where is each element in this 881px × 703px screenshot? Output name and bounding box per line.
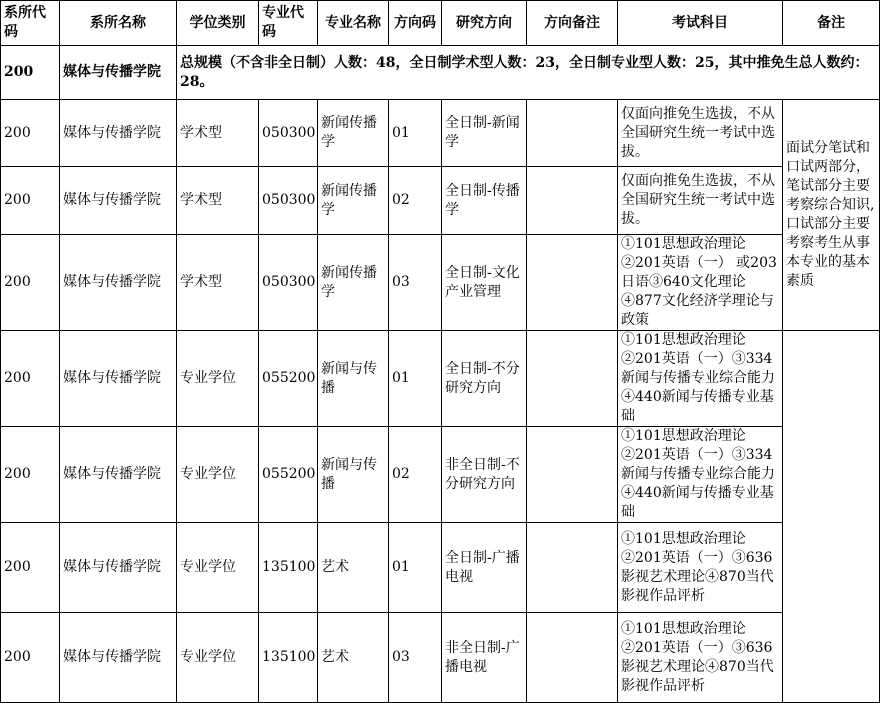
cell-degree-type: 专业学位 [177, 427, 259, 523]
cell-exam-subjects: 仅面向推免生选拔，不从全国研究生统一考试中选拔。 [618, 167, 783, 235]
cell-direction-code: 02 [389, 427, 442, 523]
summary-dept-name: 媒体与传播学院 [60, 46, 177, 100]
cell-direction-note [527, 613, 618, 703]
cell-research-direction: 全日制-不分研究方向 [442, 331, 527, 427]
cell-dept-name: 媒体与传播学院 [60, 235, 177, 331]
table-row [1, 523, 880, 613]
cell-research-direction: 非全日制-不分研究方向 [442, 427, 527, 523]
header-remark: 备注 [783, 1, 880, 46]
cell-dept-name: 媒体与传播学院 [60, 167, 177, 235]
cell-dept-name: 媒体与传播学院 [60, 331, 177, 427]
cell-major-name: 新闻传播学 [318, 100, 389, 167]
cell-research-direction: 全日制-传播学 [442, 167, 527, 235]
cell-degree-type: 学术型 [177, 167, 259, 235]
cell-degree-type: 专业学位 [177, 523, 259, 613]
cell-major-name: 艺术 [318, 613, 389, 703]
cell-major-name: 新闻传播学 [318, 167, 389, 235]
cell-remark: 面试分笔试和口试两部分，笔试部分主要考察综合知识,口试部分主要考察考生从事本专业的基本素质 [783, 100, 880, 331]
cell-direction-note [527, 100, 618, 167]
cell-dept-code: 200 [1, 331, 60, 427]
cell-direction-note [527, 523, 618, 613]
cell-exam-subjects: ①101思想政治理论②201英语（一） 或203日语③640文化理论④877文化经济学理论与政策 [618, 235, 783, 331]
cell-major-code: 055200 [259, 331, 318, 427]
header-exam-subjects: 考试科目 [618, 1, 783, 46]
cell-direction-code: 01 [389, 331, 442, 427]
cell-degree-type: 学术型 [177, 100, 259, 167]
table-row [1, 167, 880, 235]
cell-dept-name: 媒体与传播学院 [60, 100, 177, 167]
cell-direction-code: 01 [389, 100, 442, 167]
cell-research-direction: 全日制-广播电视 [442, 523, 527, 613]
header-direction-code: 方向码 [389, 1, 442, 46]
header-degree-type: 学位类别 [177, 1, 259, 46]
cell-degree-type: 专业学位 [177, 331, 259, 427]
cell-major-name: 新闻与传播 [318, 427, 389, 523]
cell-remark-empty [783, 331, 880, 703]
cell-dept-code: 200 [1, 235, 60, 331]
cell-major-code: 055200 [259, 427, 318, 523]
cell-dept-name: 媒体与传播学院 [60, 613, 177, 703]
table-row [1, 235, 880, 331]
cell-direction-code: 02 [389, 167, 442, 235]
cell-research-direction: 非全日制-广播电视 [442, 613, 527, 703]
cell-exam-subjects: ①101思想政治理论②201英语（一）③636影视艺术理论④870当代影视作品评析 [618, 613, 783, 703]
cell-exam-subjects: ①101思想政治理论②201英语（一）③334新闻与传播专业综合能力④440新闻与传播专业基础 [618, 427, 783, 523]
summary-text: 总规模（不含非全日制）人数：48，全日制学术型人数：23，全日制专业型人数：25，其中推免生总人数约：28。 [177, 46, 880, 100]
header-major-name: 专业名称 [318, 1, 389, 46]
cell-dept-code: 200 [1, 613, 60, 703]
summary-dept-code: 200 [1, 46, 60, 100]
cell-direction-code: 03 [389, 235, 442, 331]
cell-major-name: 艺术 [318, 523, 389, 613]
cell-exam-subjects: ①101思想政治理论②201英语（一）③334新闻与传播专业综合能力④440新闻与传播专业基础 [618, 331, 783, 427]
table-row [1, 427, 880, 523]
cell-exam-subjects: 仅面向推免生选拔，不从全国研究生统一考试中选拔。 [618, 100, 783, 167]
cell-exam-subjects: ①101思想政治理论②201英语（一）③636影视艺术理论④870当代影视作品评析 [618, 523, 783, 613]
cell-major-code: 050300 [259, 235, 318, 331]
header-direction-note: 方向备注 [527, 1, 618, 46]
cell-direction-note [527, 235, 618, 331]
cell-dept-name: 媒体与传播学院 [60, 427, 177, 523]
header-dept-code: 系所代码 [1, 1, 60, 46]
cell-direction-note [527, 331, 618, 427]
cell-major-code: 050300 [259, 167, 318, 235]
table-row [1, 331, 880, 427]
header-dept-name: 系所名称 [60, 1, 177, 46]
cell-major-code: 050300 [259, 100, 318, 167]
table-row [1, 100, 880, 167]
cell-dept-name: 媒体与传播学院 [60, 523, 177, 613]
cell-direction-note [527, 167, 618, 235]
header-research-direction: 研究方向 [442, 1, 527, 46]
cell-direction-note [527, 427, 618, 523]
cell-degree-type: 学术型 [177, 235, 259, 331]
cell-dept-code: 200 [1, 523, 60, 613]
cell-direction-code: 03 [389, 613, 442, 703]
cell-dept-code: 200 [1, 100, 60, 167]
summary-row [1, 46, 880, 100]
cell-major-code: 135100 [259, 523, 318, 613]
cell-dept-code: 200 [1, 167, 60, 235]
cell-research-direction: 全日制-新闻学 [442, 100, 527, 167]
cell-major-name: 新闻传播学 [318, 235, 389, 331]
cell-dept-code: 200 [1, 427, 60, 523]
cell-direction-code: 01 [389, 523, 442, 613]
cell-research-direction: 全日制-文化产业管理 [442, 235, 527, 331]
cell-major-code: 135100 [259, 613, 318, 703]
table-row [1, 613, 880, 703]
header-row [1, 1, 880, 46]
header-major-code: 专业代码 [259, 1, 318, 46]
cell-degree-type: 专业学位 [177, 613, 259, 703]
cell-major-name: 新闻与传播 [318, 331, 389, 427]
